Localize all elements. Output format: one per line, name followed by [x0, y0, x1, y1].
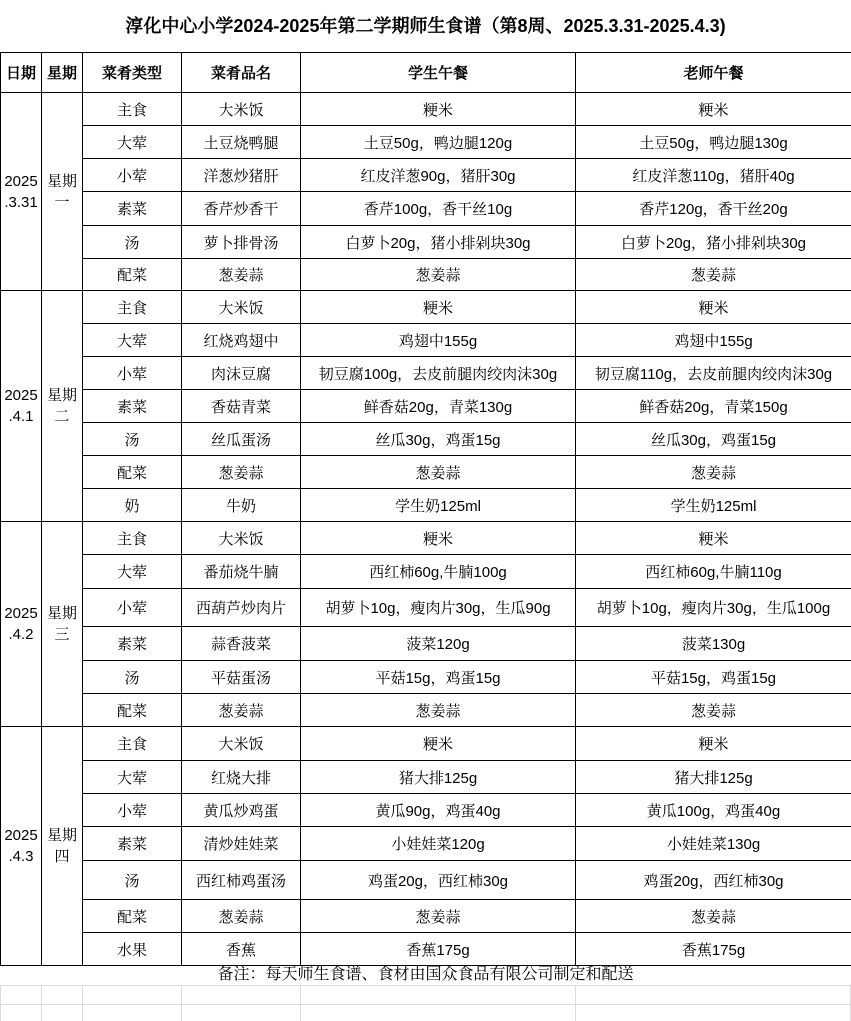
dish-type-cell: 汤	[83, 423, 182, 456]
dish-type-cell: 大荤	[83, 126, 182, 159]
menu-row	[1, 126, 851, 159]
gridline	[575, 985, 576, 1021]
date-line: 2025	[4, 172, 38, 190]
menu-row	[1, 93, 851, 126]
date-line: .3.31	[4, 193, 38, 211]
teacher-lunch-cell: 葱姜蒜	[576, 694, 851, 727]
dish-name-cell: 大米饭	[182, 522, 301, 555]
weekday-line: 三	[54, 626, 70, 643]
student-lunch-cell: 鸡翅中155g	[301, 324, 576, 357]
menu-row	[1, 192, 851, 226]
dish-name-cell: 葱姜蒜	[182, 694, 301, 727]
student-lunch-cell: 粳米	[301, 93, 576, 126]
teacher-lunch-cell: 葱姜蒜	[576, 456, 851, 489]
gridline	[0, 985, 1, 1021]
dish-name-cell: 香芹炒香干	[182, 192, 301, 226]
header-student-lunch: 学生午餐	[301, 53, 576, 93]
gridline	[181, 985, 182, 1021]
dish-type-cell: 大荤	[83, 761, 182, 794]
page-title: 淳化中心小学2024-2025年第二学期师生食谱（第8周、2025.3.31-2025.4.3)	[125, 16, 726, 36]
student-lunch-cell: 白萝卜20g，猪小排剁块30g	[301, 226, 576, 259]
dish-name-cell: 番茄烧牛腩	[182, 555, 301, 589]
student-lunch-cell: 学生奶125ml	[301, 489, 576, 522]
student-lunch-cell: 黄瓜90g，鸡蛋40g	[301, 794, 576, 827]
date-line: 2025	[4, 387, 38, 404]
dish-name-cell: 洋葱炒猪肝	[182, 159, 301, 192]
student-lunch-cell: 猪大排125g	[301, 761, 576, 794]
teacher-lunch-cell: 猪大排125g	[576, 761, 851, 794]
date-line: .4.1	[8, 408, 34, 425]
weekday-line: 星期	[46, 172, 77, 190]
dish-type-cell: 小荤	[83, 589, 182, 627]
header-dish-name: 菜肴品名	[182, 53, 301, 93]
spreadsheet-gridlines	[0, 985, 851, 1021]
date-line: 2025	[4, 605, 38, 622]
header-teacher-lunch: 老师午餐	[576, 53, 851, 93]
gridline	[0, 1004, 851, 1005]
dish-type-cell: 配菜	[83, 900, 182, 933]
weekday-line: 星期	[46, 605, 77, 622]
dish-name-cell: 平菇蛋汤	[182, 661, 301, 694]
dish-type-cell: 素菜	[83, 627, 182, 661]
gridline	[41, 985, 42, 1021]
student-lunch-cell: 葱姜蒜	[301, 259, 576, 291]
gridline	[0, 985, 851, 986]
student-lunch-cell: 葱姜蒜	[301, 900, 576, 933]
student-lunch-cell: 红皮洋葱90g，猪肝30g	[301, 159, 576, 192]
menu-row	[1, 827, 851, 861]
menu-row	[1, 794, 851, 827]
menu-row	[1, 694, 851, 727]
student-lunch-cell: 粳米	[301, 727, 576, 761]
date-line: .4.3	[8, 848, 34, 865]
date-cell	[1, 727, 42, 966]
menu-row	[1, 933, 851, 966]
teacher-lunch-cell: 红皮洋葱110g，猪肝40g	[576, 159, 851, 192]
dish-name-cell: 清炒娃娃菜	[182, 827, 301, 861]
dish-name-cell: 丝瓜蛋汤	[182, 423, 301, 456]
dish-name-cell: 葱姜蒜	[182, 900, 301, 933]
date-cell	[1, 522, 42, 727]
student-lunch-cell: 鸡蛋20g，西红柿30g	[301, 861, 576, 900]
menu-row	[1, 159, 851, 192]
teacher-lunch-cell: 鸡翅中155g	[576, 324, 851, 357]
footer-note: 备注：每天师生食谱、食材由国众食品有限公司制定和配送	[217, 966, 634, 983]
teacher-lunch-cell: 葱姜蒜	[576, 259, 851, 291]
teacher-lunch-cell: 粳米	[576, 291, 851, 324]
teacher-lunch-cell: 粳米	[576, 93, 851, 126]
menu-row	[1, 226, 851, 259]
teacher-lunch-cell: 学生奶125ml	[576, 489, 851, 522]
dish-name-cell: 红烧鸡翅中	[182, 324, 301, 357]
menu-row	[1, 522, 851, 555]
dish-name-cell: 肉沫豆腐	[182, 357, 301, 390]
dish-name-cell: 香菇青菜	[182, 390, 301, 423]
dish-type-cell: 主食	[83, 93, 182, 126]
dish-name-cell: 蒜香菠菜	[182, 627, 301, 661]
dish-type-cell: 大荤	[83, 555, 182, 589]
dish-type-cell: 汤	[83, 861, 182, 900]
student-lunch-cell: 香蕉175g	[301, 933, 576, 966]
weekday-line: 四	[54, 848, 70, 865]
menu-row	[1, 900, 851, 933]
student-lunch-cell: 粳米	[301, 291, 576, 324]
menu-row	[1, 661, 851, 694]
dish-type-cell: 汤	[83, 661, 182, 694]
dish-name-cell: 葱姜蒜	[182, 259, 301, 291]
menu-row	[1, 489, 851, 522]
student-lunch-cell: 胡萝卜10g，瘦肉片30g，生瓜90g	[301, 589, 576, 627]
student-lunch-cell: 菠菜120g	[301, 627, 576, 661]
teacher-lunch-cell: 鲜香菇20g，青菜150g	[576, 390, 851, 423]
teacher-lunch-cell: 葱姜蒜	[576, 900, 851, 933]
teacher-lunch-cell: 土豆50g，鸭边腿130g	[576, 126, 851, 159]
dish-type-cell: 大荤	[83, 324, 182, 357]
student-lunch-cell: 西红柿60g,牛腩100g	[301, 555, 576, 589]
teacher-lunch-cell: 平菇15g，鸡蛋15g	[576, 661, 851, 694]
teacher-lunch-cell: 菠菜130g	[576, 627, 851, 661]
dish-type-cell: 汤	[83, 226, 182, 259]
student-lunch-cell: 小娃娃菜120g	[301, 827, 576, 861]
student-lunch-cell: 韧豆腐100g，去皮前腿肉绞肉沫30g	[301, 357, 576, 390]
student-lunch-cell: 丝瓜30g，鸡蛋15g	[301, 423, 576, 456]
dish-type-cell: 奶	[83, 489, 182, 522]
teacher-lunch-cell: 白萝卜20g，猪小排剁块30g	[576, 226, 851, 259]
dish-type-cell: 素菜	[83, 827, 182, 861]
weekday-line: 星期	[46, 827, 77, 844]
menu-row	[1, 627, 851, 661]
dish-type-cell: 小荤	[83, 794, 182, 827]
teacher-lunch-cell: 西红柿60g,牛腩110g	[576, 555, 851, 589]
teacher-lunch-cell: 小娃娃菜130g	[576, 827, 851, 861]
menu-row	[1, 291, 851, 324]
dish-type-cell: 配菜	[83, 259, 182, 291]
dish-type-cell: 配菜	[83, 456, 182, 489]
date-cell	[1, 291, 42, 522]
header-row	[1, 53, 851, 93]
menu-row	[1, 390, 851, 423]
header-weekday: 星期	[42, 53, 83, 93]
dish-name-cell: 西红柿鸡蛋汤	[182, 861, 301, 900]
menu-row	[1, 456, 851, 489]
dish-name-cell: 葱姜蒜	[182, 456, 301, 489]
gridline	[300, 985, 301, 1021]
dish-name-cell: 黄瓜炒鸡蛋	[182, 794, 301, 827]
weekday-cell	[42, 727, 83, 966]
menu-row	[1, 423, 851, 456]
dish-name-cell: 大米饭	[182, 93, 301, 126]
gridline	[82, 985, 83, 1021]
weekday-cell	[42, 291, 83, 522]
date-cell	[1, 93, 42, 291]
dish-type-cell: 素菜	[83, 390, 182, 423]
student-lunch-cell: 香芹100g，香干丝10g	[301, 192, 576, 226]
header-date: 日期	[1, 53, 42, 93]
dish-name-cell: 萝卜排骨汤	[182, 226, 301, 259]
weekday-line: 一	[54, 193, 70, 211]
student-lunch-cell: 平菇15g，鸡蛋15g	[301, 661, 576, 694]
teacher-lunch-cell: 鸡蛋20g，西红柿30g	[576, 861, 851, 900]
dish-name-cell: 牛奶	[182, 489, 301, 522]
menu-row	[1, 259, 851, 291]
teacher-lunch-cell: 香蕉175g	[576, 933, 851, 966]
dish-type-cell: 素菜	[83, 192, 182, 226]
menu-row	[1, 555, 851, 589]
student-lunch-cell: 葱姜蒜	[301, 456, 576, 489]
student-lunch-cell: 粳米	[301, 522, 576, 555]
dish-type-cell: 主食	[83, 522, 182, 555]
menu-row	[1, 861, 851, 900]
menu-row	[1, 727, 851, 761]
teacher-lunch-cell: 黄瓜100g，鸡蛋40g	[576, 794, 851, 827]
date-line: 2025	[4, 827, 38, 844]
menu-table	[0, 52, 851, 966]
menu-row	[1, 589, 851, 627]
teacher-lunch-cell: 香芹120g，香干丝20g	[576, 192, 851, 226]
dish-name-cell: 土豆烧鸭腿	[182, 126, 301, 159]
weekday-cell	[42, 93, 83, 291]
teacher-lunch-cell: 胡萝卜10g，瘦肉片30g，生瓜100g	[576, 589, 851, 627]
dish-type-cell: 小荤	[83, 159, 182, 192]
dish-name-cell: 香蕉	[182, 933, 301, 966]
weekday-line: 二	[54, 408, 70, 425]
dish-name-cell: 西葫芦炒肉片	[182, 589, 301, 627]
teacher-lunch-cell: 粳米	[576, 727, 851, 761]
dish-name-cell: 大米饭	[182, 291, 301, 324]
teacher-lunch-cell: 韧豆腐110g，去皮前腿肉绞肉沫30g	[576, 357, 851, 390]
dish-type-cell: 主食	[83, 291, 182, 324]
dish-name-cell: 大米饭	[182, 727, 301, 761]
student-lunch-cell: 葱姜蒜	[301, 694, 576, 727]
dish-type-cell: 配菜	[83, 694, 182, 727]
menu-row	[1, 324, 851, 357]
date-line: .4.2	[8, 626, 34, 643]
menu-row	[1, 357, 851, 390]
dish-name-cell: 红烧大排	[182, 761, 301, 794]
student-lunch-cell: 土豆50g，鸭边腿120g	[301, 126, 576, 159]
teacher-lunch-cell: 丝瓜30g，鸡蛋15g	[576, 423, 851, 456]
dish-type-cell: 小荤	[83, 357, 182, 390]
dish-type-cell: 水果	[83, 933, 182, 966]
weekday-line: 星期	[46, 387, 77, 404]
header-dish-type: 菜肴类型	[83, 53, 182, 93]
menu-row	[1, 761, 851, 794]
teacher-lunch-cell: 粳米	[576, 522, 851, 555]
dish-type-cell: 主食	[83, 727, 182, 761]
student-lunch-cell: 鲜香菇20g，青菜130g	[301, 390, 576, 423]
weekday-cell	[42, 522, 83, 727]
